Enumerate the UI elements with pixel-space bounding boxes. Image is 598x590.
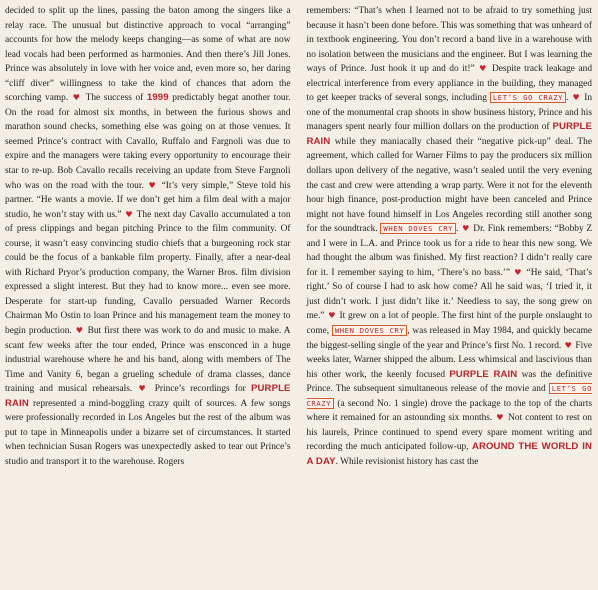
paragraph-text: was released in May 1984, and quickly became the biggest-selling single of the year and Prince’s first No. 1 record.: [306, 326, 593, 351]
paragraph-text: Not content to rest on his laurels, Prince continued to spend every spare moment writing and recording the much anticipated follow-up,: [306, 413, 592, 453]
paragraph-text: . While revisionist history has cast the: [335, 456, 479, 467]
song-title-lets-go-crazy: LET’S GO CRAZY: [490, 92, 566, 103]
paragraph-text: In one of the monumental crap shoots in show business history, Prince and his managers spent nearly four million dollars on the production of: [306, 93, 593, 133]
album-title-purple-rain: PURPLE RAIN: [5, 383, 291, 409]
heart-icon: ♥: [564, 340, 572, 350]
heart-icon: ♥: [138, 384, 149, 394]
song-title-lets-go-crazy: LET’S GO CRAZY: [306, 384, 593, 408]
paragraph-text: “He said, ‘That’s right.’ So of course I had to ask how come? All he said was, ‘I tried it, it just didn’t work. I just didn’t like it.’ Needless to say, the song grew on me.”: [306, 267, 593, 322]
heart-icon: ♥: [328, 311, 336, 321]
album-title-purple-rain: PURPLE RAIN: [306, 121, 592, 147]
heart-icon: ♥: [479, 64, 488, 74]
paragraph-text: “It’s very simple,” Steve told his partner. “He wants a movie. If we don’t get him a film deal with a major studio, he won’t stay with us.”: [5, 180, 291, 220]
heart-icon: ♥: [514, 267, 523, 277]
heart-icon: ♥: [72, 93, 82, 103]
paragraph-text: remembers: “That’s when I learned not to be afraid to try something just because it hasn’t been done before. This was something that was unheard of in textbook engineering. You don’t record a band live in a warehouse with no isolation between the musicians and the engineer. But I was learning the ways of Prince. Just hook it up and do it!”: [306, 6, 592, 75]
paragraph-text: Despite track leakage and electrical interference from every appliance in the building, they managed to get keeper tracks of several songs, including: [306, 64, 593, 104]
album-title-purple-rain: PURPLE RAIN: [449, 368, 518, 380]
paragraph-text: The next day Cavallo accumulated a ton of press clippings and began pitching Prince to the film community. Of course, it wasn’t easy convincing studio chiefs that a burgeoning rock star could be the focus of a bankable film property. Finally, after a near-deal with Richard Pryor’s production company, the Warner Bros. film division expressed a slight interest. But they had to know more... even see more. Desperate for start-up funding, Cavallo persuaded Warner Records Chairman Mo Ostin to loan Prince and his management team the money to begin production.: [5, 209, 291, 337]
paragraph-text: Dr. Fink remembers: “Bobby Z and I were in L.A. and Prince took us for a ride to hear this new song. We had thought the album was finished. My first reaction? I didn’t really care for it. I remember saying to him, ‘There’s no bass.’”: [306, 224, 593, 278]
song-title-when-doves-cry: WHEN DOVES CRY: [332, 325, 408, 336]
heart-icon: ♥: [125, 209, 134, 219]
paragraph-text: But first there was work to do and music to make. A scant few weeks after the tour ended, Prince was ensconced in a huge industrial warehouse where he and his band, along with members of The Time and Vanity 6, began a grueling schedule of drama classes, dance training and musical rehearsals.: [5, 326, 291, 395]
left-column: [5, 4, 291, 590]
album-title-around-the-world: AROUND THE WORLD IN A DAY: [306, 441, 592, 467]
heart-icon: ♥: [148, 180, 157, 190]
paragraph-text: Prince’s recordings for: [154, 384, 246, 395]
right-column: remembers: “That’s when I learned not to be afraid to try something just because it hasn’t been done before. This was something that was unheard of in textbook engineering. You don’t record a band live in a warehouse with no isolation between the musicians and the engineer. But I was learning the ways of Prince. Just hook it up and do it!” ♥ Despite track leakage and electrical interference from every appliance in the building, they managed to get keeper tracks of several songs, including LET’S GO CRAZY . ♥ In one of the monumental crap shoots in show business history, Prince and his managers spent nearly four million dollars on the production of PURPLE RAIN while they maniacally chased their “negative pick-up” deal. The agreement, which called for Warner Films to pay the producers six million dollars upon delivery of the negative, wasn’t sealed until the very evening the cast and crew were attending a wrap party. Were it not for the eleventh hour high finance, post-production might have been canceled and Prince might not have found himself in Los Angeles recording still another song for the soundtrack. WHEN DOVES CRY . ♥ Dr. Fink remembers: “Bobby Z and I were in L.A. and Prince took us for a ride to hear this new song. We had thought the album was finished. My first reaction? I didn’t really care for it. I remember saying to him, ‘There’s no bass.’” ♥ “He said, ‘That’s right.’ So of course I had to ask how come? All he said was, ‘I tried it, it just didn’t work. I just didn’t like it.’ Needless to say, the song grew on me.” ♥ It grew on a lot of people. The first hint of the purple onslaught to come, WHEN DOVES CRY , was released in May 1984, and quickly became the biggest-selling single of the year and Prince’s first No. 1 record. ♥ Five weeks later, Warner shipped the album. Less whimsical and lascivious than his other work, the keenly focused PURPLE RAIN was the definitive Prince. The subsequent simultaneous release of the movie and LET’S GO CRAZY (a second No. 1 single) drove the package to the top of the charts where it remained for an astounding six months. ♥ Not content to rest on his laurels, Prince continued to spend every spare moment writing and recording the much anticipated follow-up, AROUND THE WORLD IN A DAY. While revisionist history has cast the: [306, 6, 593, 467]
heart-icon: ♥: [496, 413, 505, 423]
paragraph-text: decided to split up the lines, passing the baton among the singers like a relay race. The unusual but distinctive approach to vocal “arranging” accounts for how the melody keeps changing—as some of what are now lead vocals had been performed as harmonies. And then there’s Jill Jones. Prince was absolutely in love with her voice and, even more so, her daring “cliff diver” willingness to take the kind of chances that adorn the scorching vamp.: [5, 6, 291, 104]
paragraph-text: The success of: [85, 93, 144, 104]
heart-icon: ♥: [75, 326, 84, 336]
paragraph-text: was the definitive Prince. The subsequent simultaneous release of the movie and: [306, 369, 592, 395]
paragraph-text: (a second No. 1 single) drove the package to the top of the charts where it remained for an astounding six months.: [306, 398, 593, 424]
paragraph-text: while they maniacally chased their “negative pick-up” deal. The agreement, which called for Warner Films to pay the producers six million dollars upon delivery of the negative, wasn’t sealed until the very evening the cast and crew were attending a wrap party. Were it not for the eleventh hour high finance, post-production might have been canceled and Prince might not have found himself in Los Angeles recording still another song for the soundtrack.: [306, 136, 592, 235]
paragraph-text: It grew on a lot of people. The first hint of the purple onslaught to come,: [306, 311, 593, 337]
heart-icon: ♥: [462, 224, 470, 234]
paragraph-text: Five weeks later, Warner shipped the album. Less whimsical and lascivious than his other work, the keenly focused: [306, 340, 593, 380]
album-title-1999: 1999: [146, 92, 169, 104]
paragraph-text: predictably begat another tour. On the road for almost six months, in between the furious shows and marathon sound checks, something else was going on at those venues. It seemed Prince’s contract with Cavallo, Ruffalo and Fargnoli was due to expire and the managers were taking every opportunity to encourage their star to re-up. Bob Cavallo recalls receiving an update from Steve Fargnoli who was on the road with the tour.: [5, 93, 291, 191]
paragraph-text: represented a mind-boggling crazy quilt of sources. A few songs were professionally recorded in Los Angeles but the rest of the album was put to tape in Minneapolis under a bizarre set of circumstances. It started when technician Susan Rogers was unexpectedly asked to tear out Prince’s studio and transport it to the warehouse. Rogers: [5, 398, 291, 467]
heart-icon: ♥: [572, 93, 581, 103]
song-title-when-doves-cry: WHEN DOVES CRY: [380, 223, 456, 234]
